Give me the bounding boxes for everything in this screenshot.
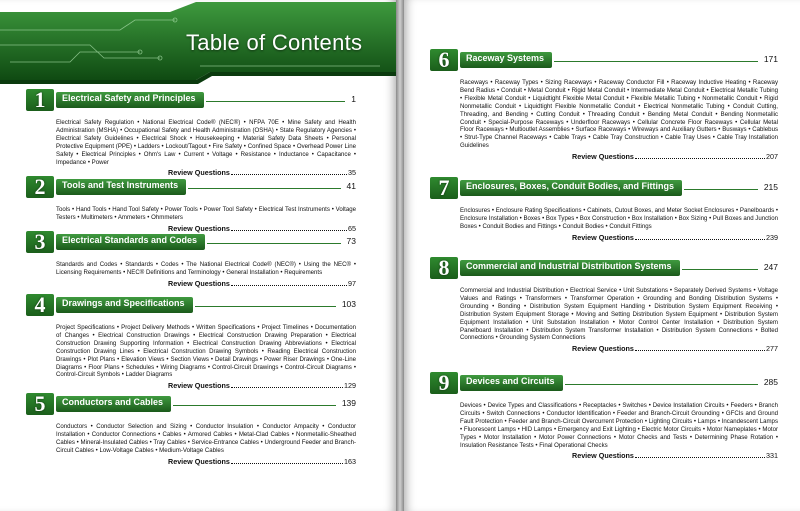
chapter-rule — [554, 61, 758, 62]
chapter-header — [430, 372, 778, 394]
review-questions-entry[interactable] — [460, 344, 778, 353]
chapter-title[interactable]: Electrical Standards and Codes — [62, 235, 198, 245]
review-questions-page: 277 — [766, 344, 778, 354]
chapter-number: 6 — [438, 47, 450, 72]
review-questions-page: 331 — [766, 451, 778, 461]
chapter-4 — [26, 294, 356, 390]
review-questions-page: 239 — [766, 232, 778, 242]
dot-leader — [635, 239, 765, 240]
chapter-title[interactable]: Raceway Systems — [466, 53, 545, 63]
dot-leader — [231, 387, 343, 388]
chapter-page-number: 1 — [351, 94, 356, 104]
chapter-rule — [682, 269, 758, 270]
review-questions-page: 65 — [348, 223, 356, 233]
chapter-rule — [206, 101, 345, 102]
chapter-2 — [26, 176, 356, 233]
review-questions-label: Review Questions — [168, 223, 230, 233]
chapter-header — [26, 231, 356, 253]
chapter-header — [430, 49, 778, 71]
dot-leader — [635, 350, 765, 351]
chapter-number: 4 — [34, 292, 46, 317]
chapter-title[interactable]: Enclosures, Boxes, Conduit Bodies, and Fittings — [466, 181, 675, 191]
chapter-page-number: 215 — [763, 182, 778, 192]
dot-leader — [231, 463, 343, 464]
review-questions-label: Review Questions — [572, 451, 634, 461]
review-questions-label: Review Questions — [168, 456, 230, 466]
chapter-topics: Conductors • Conductor Selection and Sizing • Conductor Insulation • Conductor Ampacity • Conductor Installation • Conductor Connections • Cables • Armored Cables • Metal-Clad Cables • Nonmetallic-Sheathed Cables • Mineral-Insulated Cables • Tray Cables • Service-Entrance Cables • Underground Feeder and Branch-Circuit Cables • Low-Voltage Cables • Medium-Voltage Cables — [56, 423, 356, 454]
chapter-topics: Project Specifications • Project Delivery Methods • Written Specifications • Project Timelines • Documentation of Changes • Electrical Construction Drawings • Electrical Construction Drawing Preparation • Electrical Construction Drawing Supporting Information • Electrical Construction Drawing Abbreviations • Electrical Construction Drawing Lines • Electrical Construction Drawing Symbols • Reading Electrical Construction Drawings • Plot Plans • Elevation Views • Section Views • Detail Drawings • Power Riser Drawings • One-Line Diagrams • Floor Plans • Schedules • Wiring Diagrams • Control-Circuit Drawings • Control-Circuit Diagrams • Control-Circuit Symbols • Ladder Diagrams — [56, 324, 356, 379]
chapter-number: 2 — [34, 174, 46, 199]
dot-leader — [231, 285, 347, 286]
review-questions-label: Review Questions — [168, 381, 230, 391]
chapter-page-number: 247 — [763, 262, 778, 272]
chapter-number: 1 — [34, 87, 46, 112]
chapter-3 — [26, 231, 356, 288]
chapter-topics: Devices • Device Types and Classifications • Receptacles • Switches • Device Installation Circuits • Feeders • Branch Circuits • Switch Connections • Conductor Identification • Feeder and Branch-Circuit Grounding • GFCIs and Ground Fault Protection • Feeder and Branch-Circuit Overcurrent Protection • Lighting Circuits • Lamps • Incandescent Lamps • Fluorescent Lamps • HID Lamps • Emergency and Exit Lighting • Electric Motor Circuits • Motor Nameplates • Motor Types • Motor Installation • Motor Power Connections • Motor Checks and Tests • Determining Phase Rotation • Insulation Resistance Tests • Final Operational Checks — [460, 402, 778, 449]
chapter-topics: Standards and Codes • Standards • Codes • The National Electrical Code® (NEC®) • Using the NEC® • Licensing Requirements • NEC® Definitions and Terminology • General Installation • Requirements — [56, 261, 356, 276]
chapter-title[interactable]: Drawings and Specifications — [62, 298, 185, 308]
chapter-rule — [173, 405, 336, 406]
chapter-header — [26, 294, 356, 316]
review-questions-page: 97 — [348, 278, 356, 288]
chapter-5 — [26, 393, 356, 466]
dot-leader — [635, 457, 765, 458]
chapter-title[interactable]: Electrical Safety and Principles — [62, 93, 196, 103]
chapter-title[interactable]: Tools and Test Instruments — [62, 180, 179, 190]
chapter-rule — [195, 306, 336, 307]
chapter-8 — [430, 257, 778, 353]
chapter-header — [26, 89, 356, 111]
chapter-number: 8 — [438, 255, 450, 280]
chapter-rule — [188, 188, 341, 189]
chapter-number: 9 — [438, 370, 450, 395]
right-page — [404, 0, 800, 511]
review-questions-label: Review Questions — [168, 168, 230, 178]
chapter-page-number: 139 — [341, 398, 356, 408]
chapter-page-number: 41 — [346, 181, 356, 191]
chapter-topics: Electrical Safety Regulation • National Electrical Code® (NEC®) • NFPA 70E • Mine Safety and Health Administration (MSHA) • Occupational Safety and Health Administration (OSHA) • State Regulatory Agencies • Electrical Safety Guidelines • Electrical Shock • Housekeeping • Material Safety Data Sheets • Personal Protective Equipment (PPE) • Ladders • Lockout/Tagout • Fire Safety • Confined Space • Overhead Power Line Safety • Electrical Principles • Ohm's Law • Current • Voltage • Resistance • Inductance • Capacitance • Impedance • Power — [56, 119, 356, 166]
review-questions-page: 35 — [348, 168, 356, 178]
review-questions-page: 163 — [344, 456, 356, 466]
chapter-number: 3 — [34, 229, 46, 254]
review-questions-entry[interactable] — [460, 233, 778, 242]
chapter-header — [26, 393, 356, 415]
chapter-6 — [430, 49, 778, 161]
chapter-topics: Commercial and Industrial Distribution • Electrical Service • Unit Substations • Separately Derived Systems • Voltage Values and Ratings • Transformers • Transformer Operation • Grounding and Bonding Distribution Systems • Grounding • Bonding • Distribution System Equipment Handling • Distribution System Equipment Receiving • Distribution System Equipment Storage • Moving and Setting Distribution System Equipment • Distribution System Equipment Installation • Unit Substation Installation • Motor Control Center Installation • Distribution System Panelboard Installation • Distribution System Transformer Installation • Distribution System Connections • Bolted Connections • Grounding System Connections — [460, 287, 778, 342]
chapter-page-number: 103 — [341, 299, 356, 309]
chapter-title[interactable]: Devices and Circuits — [466, 376, 555, 386]
chapter-number: 7 — [438, 175, 450, 200]
chapter-rule — [684, 189, 758, 190]
chapter-page-number: 171 — [763, 54, 778, 64]
review-questions-entry[interactable] — [56, 381, 356, 390]
review-questions-entry[interactable] — [56, 457, 356, 466]
chapter-rule — [565, 384, 758, 385]
review-questions-label: Review Questions — [572, 344, 634, 354]
chapter-rule — [207, 243, 341, 244]
review-questions-label: Review Questions — [168, 278, 230, 288]
dot-leader — [635, 158, 765, 159]
review-questions-entry[interactable] — [56, 279, 356, 288]
chapter-title[interactable]: Commercial and Industrial Distribution Systems — [466, 261, 672, 271]
chapter-page-number: 73 — [346, 236, 356, 246]
chapter-topics: Raceways • Raceway Types • Sizing Raceways • Raceway Conductor Fill • Raceway Inductive Heating • Raceway Bend Radius • Conduit • Metal Conduit • Rigid Metal Conduit • Intermediate Metal Conduit • Electrical Metallic Tubing • Flexible Metal Conduit • Liquidtight Flexible Metal Conduit • Flexible Metallic Tubing • Nonmetallic Conduit • Rigid Nonmetallic Conduit • Liquidtight Flexible Nonmetallic Conduit • Electrical Nonmetallic Tubing • Conduit Cutting, Threading, and Bending • Cutting Conduit • Threading Conduit • Bending Metal Conduit • Bending Nonmetallic Conduit • Special-Purpose Raceways • Underfloor Raceways • Cellular Concrete Floor Raceways • Cellular Metal Floor Raceways • Multioutlet Assemblies • Surface Raceways • Wireways and Auxiliary Gutters • Busways • Cablebus • Strut-Type Channel Raceways • Cable Trays • Cable Tray Construction • Cable Tray Uses • Cable Tray Installation Guidelines — [460, 79, 778, 150]
review-questions-entry[interactable] — [460, 152, 778, 161]
chapter-title[interactable]: Conductors and Cables — [62, 397, 164, 407]
review-questions-page: 207 — [766, 152, 778, 162]
chapter-9 — [430, 372, 778, 460]
book-gutter — [396, 0, 404, 511]
chapter-number: 5 — [34, 391, 46, 416]
chapter-7 — [430, 177, 778, 242]
chapter-topics: Tools • Hand Tools • Hand Tool Safety • Power Tools • Power Tool Safety • Electrical Test Instruments • Voltage Testers • Multimeters • Ammeters • Ohmmeters — [56, 206, 356, 221]
page-title: Table of Contents — [186, 30, 363, 55]
review-questions-page: 129 — [344, 381, 356, 391]
chapter-topics: Enclosures • Enclosure Rating Specifications • Cabinets, Cutout Boxes, and Meter Socket Enclosures • Panelboards • Enclosure Installation • Boxes • Box Types • Box Construction • Box Installation • Box Sizing • Pull Boxes and Junction Boxes • Conduit Bodies and Fittings • Conduit Bodies • Conduit Fittings — [460, 207, 778, 230]
chapter-header — [430, 257, 778, 279]
chapter-header — [430, 177, 778, 199]
chapter-1 — [26, 89, 356, 177]
review-questions-entry[interactable] — [460, 451, 778, 460]
chapter-page-number: 285 — [763, 377, 778, 387]
chapter-header — [26, 176, 356, 198]
review-questions-label: Review Questions — [572, 232, 634, 242]
left-page — [0, 0, 396, 511]
review-questions-label: Review Questions — [572, 152, 634, 162]
